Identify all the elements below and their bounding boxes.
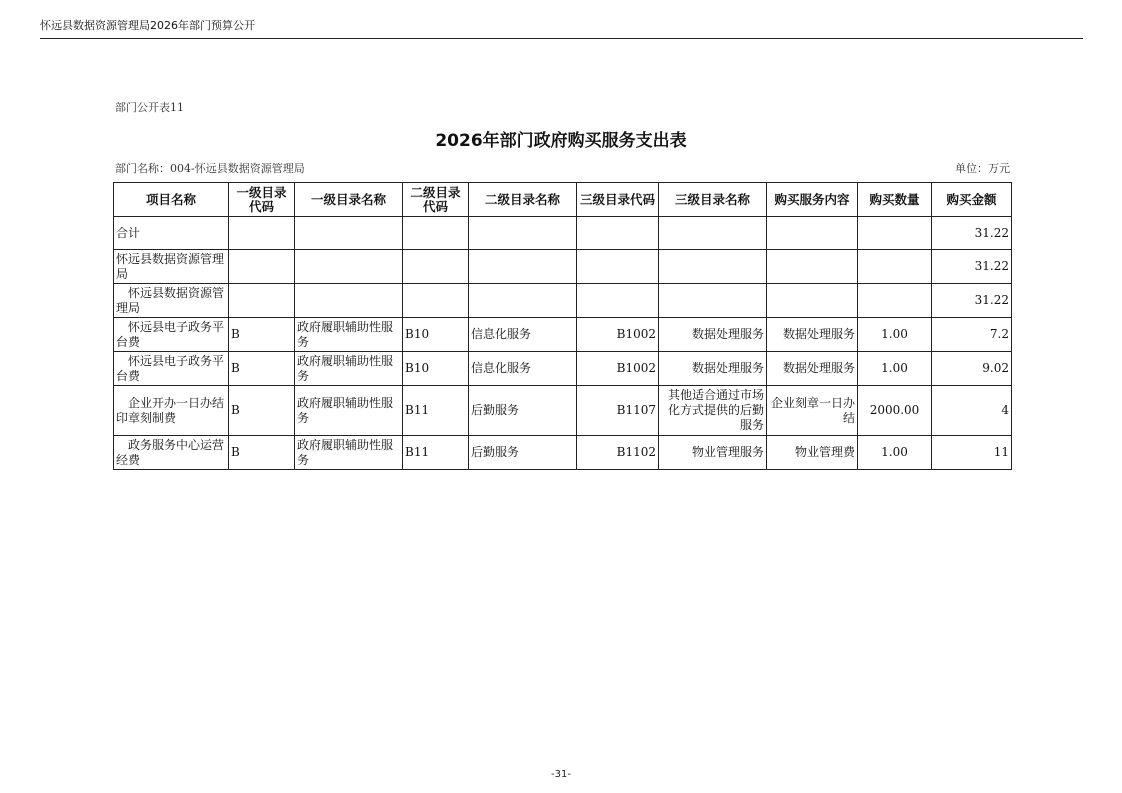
column-header-level3-code: 三级目录代码 (577, 183, 659, 217)
cell-level2-name (469, 217, 577, 250)
cell-amount: 4 (932, 386, 1012, 436)
cell-service-content: 数据处理服务 (767, 318, 858, 352)
cell-quantity (858, 284, 932, 318)
cell-level1-name: 政府履职辅助性服务 (295, 436, 403, 470)
cell-level2-code: B11 (403, 386, 469, 436)
column-header-project-name: 项目名称 (114, 183, 229, 217)
cell-level1-name (295, 250, 403, 284)
cell-level3-name: 物业管理服务 (659, 436, 767, 470)
cell-level1-name (295, 284, 403, 318)
column-header-level1-code: 一级目录代码 (229, 183, 295, 217)
cell-project-name: 合计 (114, 217, 229, 250)
cell-service-content (767, 284, 858, 318)
unit-label: 单位：万元 (955, 162, 1010, 175)
cell-amount: 31.22 (932, 250, 1012, 284)
cell-service-content: 数据处理服务 (767, 352, 858, 386)
cell-level1-name (295, 217, 403, 250)
cell-level1-name: 政府履职辅助性服务 (295, 386, 403, 436)
header-title: 怀远县数据资源管理局2026年部门预算公开 (40, 19, 255, 32)
table-code-label: 部门公开表11 (115, 101, 184, 114)
cell-level1-name: 政府履职辅助性服务 (295, 352, 403, 386)
cell-level1-code: B (229, 352, 295, 386)
cell-level2-code (403, 284, 469, 318)
cell-quantity: 1.00 (858, 318, 932, 352)
cell-service-content: 物业管理费 (767, 436, 858, 470)
cell-service-content (767, 217, 858, 250)
cell-project-name: 政务服务中心运营经费 (114, 436, 229, 470)
cell-level3-name: 其他适合通过市场化方式提供的后勤服务 (659, 386, 767, 436)
cell-level3-code (577, 250, 659, 284)
cell-service-content (767, 250, 858, 284)
cell-quantity: 1.00 (858, 436, 932, 470)
column-header-level2-name: 二级目录名称 (469, 183, 577, 217)
page-title: 2026年部门政府购买服务支出表 (435, 131, 687, 151)
cell-quantity: 1.00 (858, 352, 932, 386)
cell-level2-code: B10 (403, 318, 469, 352)
column-header-service-content: 购买服务内容 (767, 183, 858, 217)
cell-project-name: 怀远县数据资源管理局 (114, 250, 229, 284)
cell-service-content: 企业刻章一日办结 (767, 386, 858, 436)
cell-amount: 7.2 (932, 318, 1012, 352)
cell-amount: 31.22 (932, 284, 1012, 318)
cell-level3-code (577, 284, 659, 318)
cell-amount: 11 (932, 436, 1012, 470)
cell-level1-name: 政府履职辅助性服务 (295, 318, 403, 352)
cell-project-name: 怀远县电子政务平台费 (114, 352, 229, 386)
table-row (114, 318, 1012, 352)
department-label: 部门名称：004-怀远县数据资源管理局 (115, 162, 305, 175)
column-header-level2-code: 二级目录代码 (403, 183, 469, 217)
cell-level1-code: B (229, 318, 295, 352)
cell-level1-code: B (229, 436, 295, 470)
table-row (114, 436, 1012, 470)
column-header-quantity: 购买数量 (858, 183, 932, 217)
cell-level3-name (659, 250, 767, 284)
cell-level3-code: B1002 (577, 352, 659, 386)
cell-level2-code: B10 (403, 352, 469, 386)
cell-level1-code (229, 217, 295, 250)
purchase-services-table (113, 182, 1012, 470)
cell-level3-name: 数据处理服务 (659, 352, 767, 386)
page-number: -31- (551, 769, 571, 780)
cell-level1-code: B (229, 386, 295, 436)
cell-level3-code (577, 217, 659, 250)
cell-level3-code: B1107 (577, 386, 659, 436)
cell-level1-code (229, 250, 295, 284)
cell-level3-name (659, 217, 767, 250)
cell-level3-name (659, 284, 767, 318)
cell-level2-code (403, 217, 469, 250)
column-header-level3-name: 三级目录名称 (659, 183, 767, 217)
cell-level2-code: B11 (403, 436, 469, 470)
cell-quantity: 2000.00 (858, 386, 932, 436)
cell-level3-code: B1102 (577, 436, 659, 470)
table-row (114, 386, 1012, 436)
column-header-amount: 购买金额 (932, 183, 1012, 217)
cell-amount: 31.22 (932, 217, 1012, 250)
cell-level2-name (469, 284, 577, 318)
cell-level2-name: 信息化服务 (469, 352, 577, 386)
cell-quantity (858, 217, 932, 250)
table-header-row (114, 183, 1012, 217)
cell-level3-code: B1002 (577, 318, 659, 352)
cell-quantity (858, 250, 932, 284)
table-row-total (114, 217, 1012, 250)
table-row (114, 284, 1012, 318)
column-header-level1-name: 一级目录名称 (295, 183, 403, 217)
cell-level2-name (469, 250, 577, 284)
cell-project-name: 企业开办一日办结印章刻制费 (114, 386, 229, 436)
table-row (114, 352, 1012, 386)
table-row (114, 250, 1012, 284)
cell-level2-name: 后勤服务 (469, 436, 577, 470)
cell-project-name: 怀远县数据资源管理局 (114, 284, 229, 318)
cell-amount: 9.02 (932, 352, 1012, 386)
cell-project-name: 怀远县电子政务平台费 (114, 318, 229, 352)
document-header (40, 17, 1083, 39)
cell-level2-name: 信息化服务 (469, 318, 577, 352)
cell-level2-code (403, 250, 469, 284)
cell-level1-code (229, 284, 295, 318)
cell-level2-name: 后勤服务 (469, 386, 577, 436)
cell-level3-name: 数据处理服务 (659, 318, 767, 352)
